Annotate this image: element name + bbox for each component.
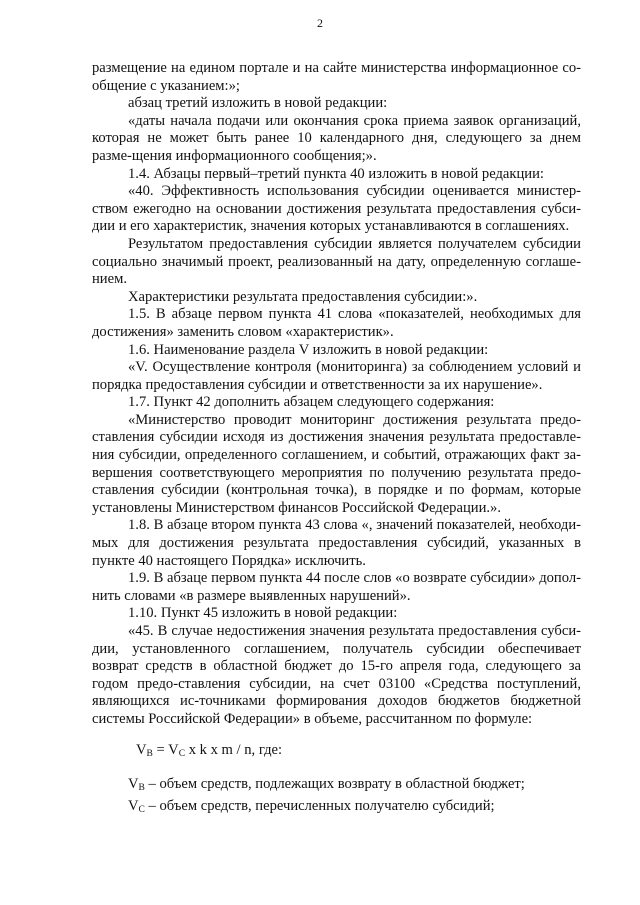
paragraph: «45. В случае недостижения значения результата предоставления субси-дии, установленного соглашением, получатель субсидии обеспечивает возврат средств в областной бюджет до 15-го апреля года, следующего за годом предо-ставления субсидии, на счет 03100 «Средства поступлений, являющихся ис-точниками формирования доходов бюджетов бюджетной системы Российской Федерации» в объеме, рассчитанном по формуле: xyxy=(92,623,581,727)
paragraph: 1.5. В абзаце первом пункта 41 слова «показателей, необходимых для достижения» заменить словом «характеристик». xyxy=(92,306,581,340)
paragraph: «40. Эффективность использования субсидии оценивается министер-ством ежегодно на основании достижения результата предоставления субси-дии и его характеристик, значения которых устанавливаются в соглашениях. xyxy=(92,183,581,235)
paragraph: 1.8. В абзаце втором пункта 43 слова «, значений показателей, необходи-мых для достижения результата предоставления субсидий, указанных в пункте 40 настоящего Порядка» исключить. xyxy=(92,517,581,569)
formula-rhs-subscript: C xyxy=(178,748,186,759)
definition-text: – объем средств, перечисленных получателю субсидий; xyxy=(144,797,495,814)
formula-rhs-symbol: V xyxy=(168,741,179,758)
formula-lhs-subscript: B xyxy=(146,748,153,759)
document-body xyxy=(92,60,581,819)
paragraph: размещение на едином портале и на сайте министерства информационное со-общение с указанием:»; xyxy=(92,60,581,94)
definition-symbol: V xyxy=(128,797,139,814)
paragraph: «даты начала подачи или окончания срока приема заявок организаций, которая не может быть ранее 10 календарного дня, следующего за днем разме-щения информационного сообщения;». xyxy=(92,112,581,164)
paragraph: «Министерство проводит мониторинг достижения результата предо-ставления субсидии исходя из достижения значения результата предоставле-ния субсидии, определенного соглашением, и событий, отражающих факт за-вершения соответствующего мероприятия по получению результата предо-ставления субсидии (контрольная точка), в порядке и по формам, которые установлены Министерством финансов Российской Федерации.». xyxy=(92,411,581,516)
paragraph: 1.9. В абзаце первом пункта 44 после слов «о возврате субсидии» допол-нить словами «в размере выявленных нарушений». xyxy=(92,570,581,604)
paragraph: Характеристики результата предоставления субсидии:». xyxy=(128,288,478,305)
formula-equals: = xyxy=(152,741,169,758)
definition-symbol: V xyxy=(128,776,139,793)
paragraph: 1.10. Пункт 45 изложить в новой редакции: xyxy=(128,605,398,622)
definition-text: – объем средств, подлежащих возврату в областной бюджет; xyxy=(144,776,525,793)
paragraph: 1.6. Наименование раздела V изложить в новой редакции: xyxy=(128,341,489,358)
definition-item xyxy=(92,776,581,798)
paragraph: 1.7. Пункт 42 дополнить абзацем следующего содержания: xyxy=(128,394,495,411)
definition-subscript: B xyxy=(138,783,145,794)
formula xyxy=(92,742,581,764)
paragraph: 1.4. Абзацы первый–третий пункта 40 изложить в новой редакции: xyxy=(128,165,544,182)
definition-item xyxy=(92,798,581,820)
paragraph: Результатом предоставления субсидии является получателем субсидии социально значимый проект, реализованный на дату, определенную соглаше-нием. xyxy=(92,235,581,288)
paragraph: «V. Осуществление контроля (мониторинга) за соблюдением условий и порядка предоставления субсидии и ответственности за их нарушение». xyxy=(92,359,581,393)
formula-rhs-rest: x k x m / n, где: xyxy=(185,741,283,758)
page-number: 2 xyxy=(317,16,323,30)
definition-subscript: C xyxy=(138,804,145,815)
paragraph: абзац третий изложить в новой редакции: xyxy=(128,95,388,112)
formula-lhs: V xyxy=(136,741,147,758)
